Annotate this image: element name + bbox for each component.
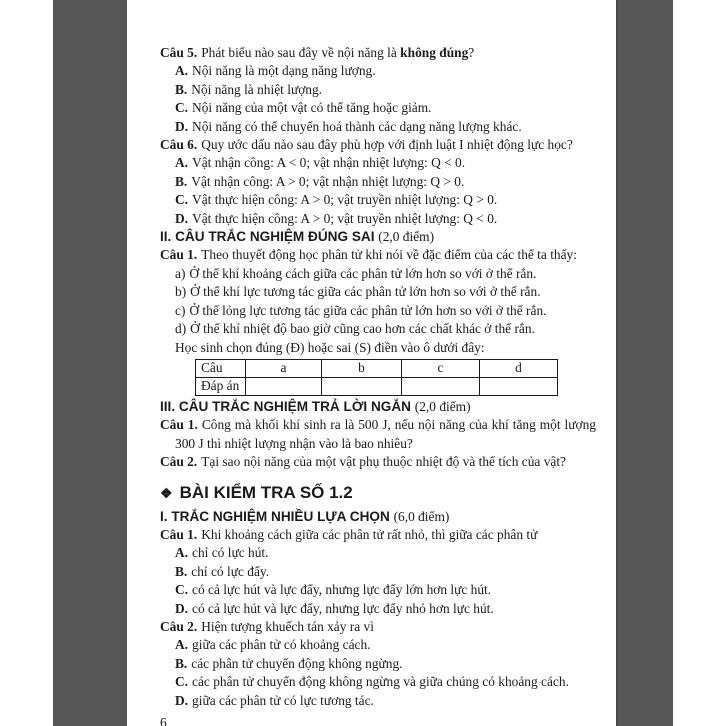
section-heading — [160, 228, 596, 246]
question-text: Phát biểu nào sau đây về nội năng là — [201, 45, 401, 60]
option-text: các phân tử chuyển động không ngừng và giữa chúng có khoảng cách. — [192, 674, 569, 690]
table-cell — [322, 377, 402, 395]
question-text: Hiện tượng khuếch tán xảy ra vì — [201, 618, 374, 634]
option-item — [160, 581, 596, 599]
option-text: Nội năng của một vật có thể tăng hoặc giảm. — [192, 100, 432, 116]
option-text: Ở thể khí nhiệt độ bao giờ cũng cao hơn các chất khác ở thể rắn. — [190, 321, 535, 337]
question-label: Câu 6. — [160, 137, 198, 153]
option-item — [160, 320, 596, 338]
option-label: c) — [175, 302, 186, 318]
question-label: Câu 1. — [160, 247, 198, 263]
exam-title-text: BÀI KIỂM TRA SỐ 1.2 — [179, 482, 353, 502]
option-item — [160, 81, 596, 99]
option-item — [160, 99, 596, 117]
option-item — [160, 544, 596, 562]
option-text: giữa các phân tử có khoảng cách. — [192, 637, 371, 653]
section-heading — [160, 398, 596, 416]
option-label: D. — [175, 692, 189, 708]
table-header-cell: a — [246, 359, 322, 377]
question-text: Khi khoảng cách giữa các phân tử rất nhỏ, thì giữa các phân tử — [201, 526, 538, 542]
option-item — [160, 62, 596, 80]
option-item — [160, 673, 596, 691]
question-line — [160, 453, 596, 471]
page-number: 6 — [160, 715, 167, 726]
option-label: A. — [175, 155, 189, 171]
option-label: C. — [175, 100, 189, 116]
option-item — [160, 655, 596, 673]
question-label: Câu 2. — [160, 618, 198, 634]
option-item — [160, 563, 596, 581]
table-cell — [480, 377, 558, 395]
option-text: Nội năng là một dạng năng lượng. — [192, 63, 376, 79]
question-line — [160, 246, 596, 264]
question-line — [160, 136, 596, 154]
question-line — [160, 44, 596, 62]
question-text: Quy ước dấu nào sau đây phù hợp với định luật I nhiệt động lực học? — [201, 137, 573, 153]
option-item — [160, 265, 596, 283]
option-text: chỉ có lực đẩy. — [191, 563, 270, 579]
option-label: A. — [175, 63, 189, 79]
table-header-cell: c — [402, 359, 480, 377]
table-row — [196, 377, 558, 395]
option-label: D. — [175, 118, 189, 134]
option-label: C. — [175, 192, 189, 208]
option-item — [160, 191, 596, 209]
option-text: Nội năng có thể chuyển hoá thành các dạng năng lượng khác. — [192, 118, 522, 134]
question-line — [160, 416, 596, 453]
section-heading-text: II. CÂU TRẮC NGHIỆM ĐÚNG SAI — [160, 229, 375, 245]
option-text: Vật nhận công: A > 0; vật nhận nhiệt lượng: Q > 0. — [191, 173, 465, 189]
question-label: Câu 1. — [160, 417, 198, 433]
option-item — [160, 283, 596, 301]
section-heading-score: (2,0 điểm) — [378, 229, 435, 245]
question-text: ? — [468, 45, 475, 60]
option-text: giữa các phân tử có lực tương tác. — [192, 692, 374, 708]
option-label: B. — [175, 81, 188, 97]
table-cell — [246, 377, 322, 395]
question-label: Câu 1. — [160, 526, 198, 542]
question-label: Câu 2. — [160, 454, 198, 470]
option-label: D. — [175, 600, 189, 616]
option-item — [160, 154, 596, 172]
option-text: Ở thể khí khoảng cách giữa các phân tử lớn hơn so với ở thể rắn. — [189, 265, 537, 281]
table-header-cell: b — [322, 359, 402, 377]
section-heading-score: (2,0 điểm) — [414, 398, 471, 414]
option-label: A. — [175, 637, 189, 653]
question-line — [160, 618, 596, 636]
section-heading-score: (6,0 điểm) — [393, 508, 450, 524]
option-item — [160, 636, 596, 654]
photo-backdrop-stripe-right — [616, 0, 673, 726]
option-text: Vật nhận công: A < 0; vật nhận nhiệt lượng: Q < 0. — [192, 155, 466, 171]
option-label: a) — [175, 265, 186, 281]
option-label: b) — [175, 284, 187, 300]
option-item — [160, 173, 596, 191]
question-text: Theo thuyết động học phân tử khi nói về đặc điểm của các thể ta thấy: — [201, 247, 577, 263]
table-cell: Đáp án — [196, 377, 246, 395]
section-heading — [160, 508, 596, 526]
question-text: Công mà khối khí sinh ra là 500 J, nếu nội năng của khí tăng một lượng 300 J thì nhiệt lượng nhận vào là bao nhiêu? — [175, 417, 596, 451]
table-cell — [402, 377, 480, 395]
exam-title-heading — [160, 481, 596, 505]
option-item — [160, 600, 596, 618]
option-text: Vật thực hiện công: A > 0; vật truyền nhiệt lượng: Q > 0. — [192, 192, 498, 208]
table-header-cell: Câu — [196, 359, 246, 377]
option-label: B. — [175, 173, 188, 189]
option-label: B. — [175, 563, 188, 579]
option-text: các phân tử chuyển động không ngừng. — [191, 655, 403, 671]
option-text: Vật thực hiện công: A > 0; vật truyền nhiệt lượng: Q < 0. — [192, 210, 498, 226]
option-label: D. — [175, 210, 189, 226]
option-text: Ở thể lỏng lực tương tác giữa các phân tử lớn hơn so với ở thể rắn. — [189, 302, 547, 318]
table-header-row — [196, 359, 558, 377]
option-item — [160, 302, 596, 320]
table-header-cell: d — [480, 359, 558, 377]
section-heading-text: I. TRẮC NGHIỆM NHIỀU LỰA CHỌN — [160, 508, 390, 524]
option-text: Ở thể khí lực tương tác giữa các phân tử lớn hơn so với ở thể rắn. — [190, 284, 541, 300]
document-content — [160, 44, 596, 726]
option-item — [160, 692, 596, 710]
option-text: có cả lực hút và lực đẩy, nhưng lực đẩy nhỏ hơn lực hút. — [192, 600, 494, 616]
section-heading-text: III. CÂU TRẮC NGHIỆM TRẢ LỜI NGẮN — [160, 398, 411, 414]
option-label: B. — [175, 655, 188, 671]
question-text: Tại sao nội năng của một vật phụ thuộc nhiệt độ và thể tích của vật? — [201, 454, 567, 470]
option-item — [160, 210, 596, 228]
option-label: A. — [175, 545, 189, 561]
question-text: không đúng — [400, 45, 469, 60]
option-text: Nội năng là nhiệt lượng. — [191, 81, 323, 97]
answer-table — [195, 359, 558, 396]
diamond-bullet-icon: ❖ — [160, 484, 173, 501]
option-label: d) — [175, 321, 187, 337]
question-label: Câu 5. — [160, 45, 198, 60]
option-text: chỉ có lực hút. — [192, 545, 269, 561]
option-label: C. — [175, 582, 189, 598]
option-label: C. — [175, 674, 189, 690]
question-line — [160, 526, 596, 544]
instruction-line: Học sinh chọn đúng (Đ) hoặc sai (S) điền vào ô dưới đây: — [175, 339, 485, 355]
option-text: có cả lực hút và lực đẩy, nhưng lực đẩy lớn hơn lực hút. — [192, 582, 492, 598]
photo-backdrop-stripe-left — [53, 0, 127, 726]
option-item — [160, 118, 596, 136]
